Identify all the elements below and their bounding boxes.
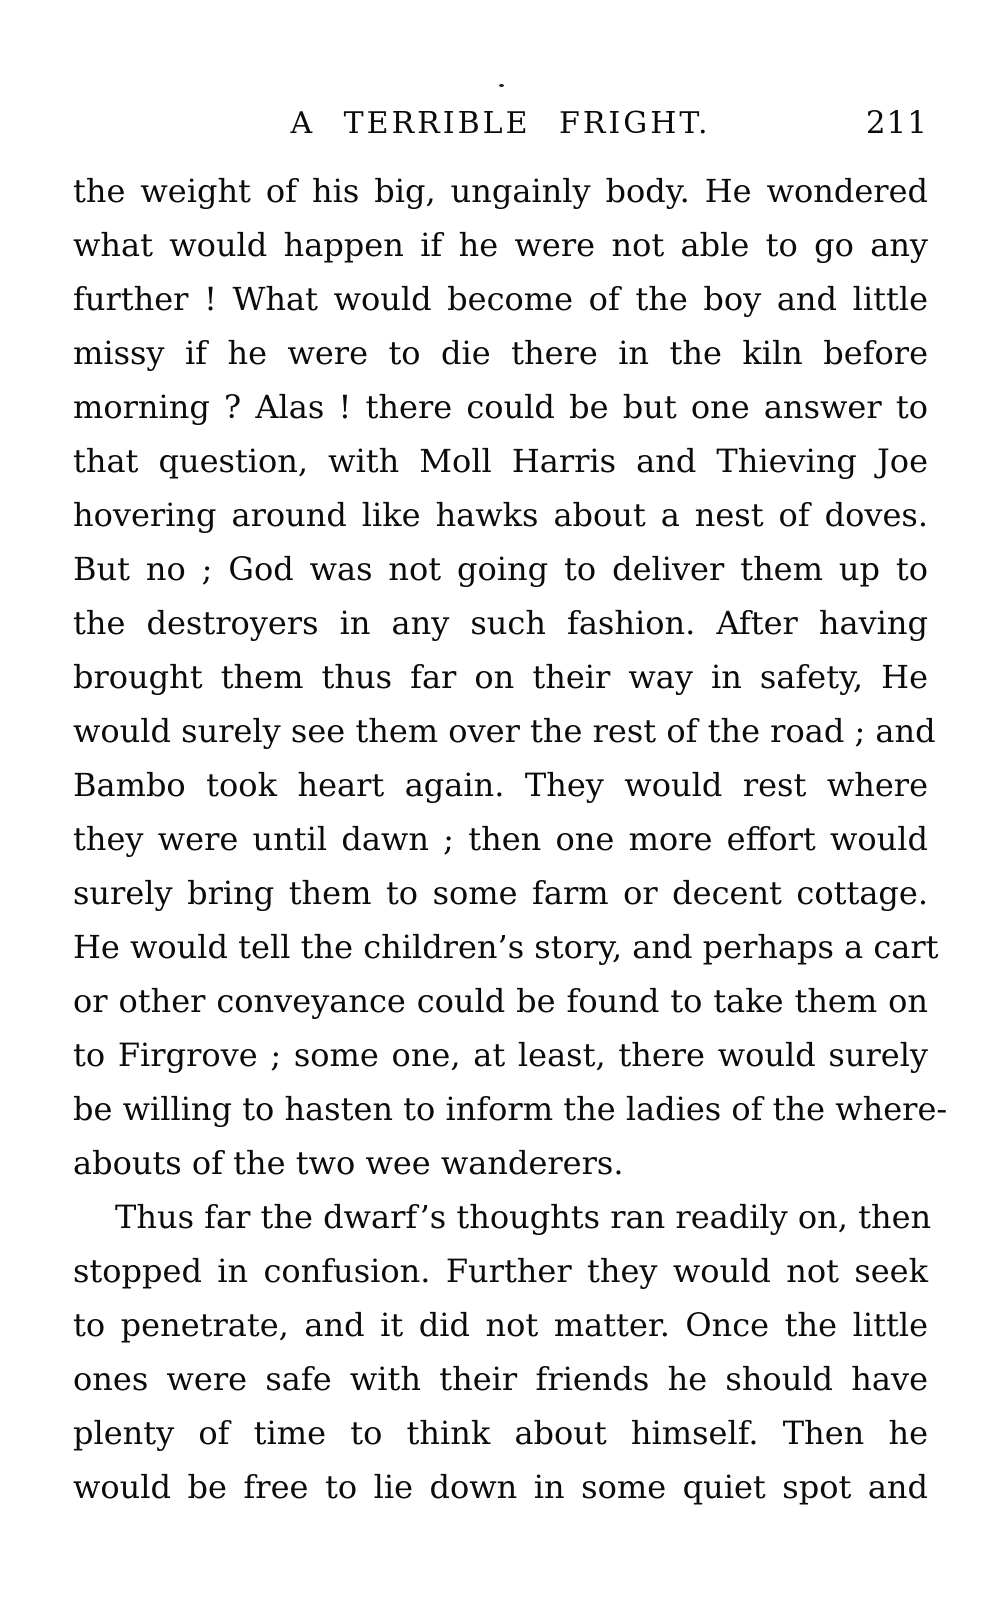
text-line: surely bring them to some farm or decent cottage. bbox=[73, 874, 928, 912]
text-line: plenty of time to think about himself. Then he bbox=[73, 1414, 928, 1452]
text-line-paragraph-start: Thus far the dwarf’s thoughts ran readily on, then bbox=[115, 1198, 932, 1236]
text-line: would be free to lie down in some quiet spot and bbox=[73, 1468, 928, 1506]
text-line: stopped in confusion. Further they would not seek bbox=[73, 1252, 928, 1290]
text-line: would surely see them over the rest of the road ; and bbox=[73, 712, 936, 750]
chapter-title: A TERRIBLE FRIGHT. bbox=[290, 106, 711, 141]
text-line: ones were safe with their friends he should have bbox=[73, 1360, 928, 1398]
page-number: 211 bbox=[865, 105, 928, 141]
text-line: to penetrate, and it did not matter. Once the little bbox=[73, 1306, 928, 1344]
text-line: But no ; God was not going to deliver them up to bbox=[73, 550, 928, 588]
text-line: He would tell the children’s story, and perhaps a cart bbox=[73, 928, 939, 966]
text-line: brought them thus far on their way in safety, He bbox=[73, 658, 928, 696]
running-header bbox=[73, 106, 928, 146]
text-line: the destroyers in any such fashion. After having bbox=[73, 604, 928, 642]
text-line: hovering around like hawks about a nest of doves. bbox=[73, 496, 928, 534]
text-line: be willing to hasten to inform the ladies of the where- bbox=[73, 1090, 948, 1128]
text-line: to Firgrove ; some one, at least, there would surely bbox=[73, 1036, 928, 1074]
text-line: they were until dawn ; then one more effort would bbox=[73, 820, 928, 858]
text-line: further ! What would become of the boy and little bbox=[73, 280, 928, 318]
text-line-paragraph-end: abouts of the two wee wanderers. bbox=[73, 1144, 624, 1182]
text-line: morning ? Alas ! there could be but one answer to bbox=[73, 388, 928, 426]
text-line: what would happen if he were not able to go any bbox=[73, 226, 928, 264]
text-line: or other conveyance could be found to take them on bbox=[73, 982, 928, 1020]
text-line: Bambo took heart again. They would rest where bbox=[73, 766, 928, 804]
ink-speck bbox=[499, 84, 504, 87]
text-line: that question, with Moll Harris and Thieving Joe bbox=[73, 442, 928, 480]
body-text bbox=[73, 164, 948, 1514]
text-line: the weight of his big, ungainly body. He wondered bbox=[73, 172, 928, 210]
text-line: missy if he were to die there in the kiln before bbox=[73, 334, 928, 372]
